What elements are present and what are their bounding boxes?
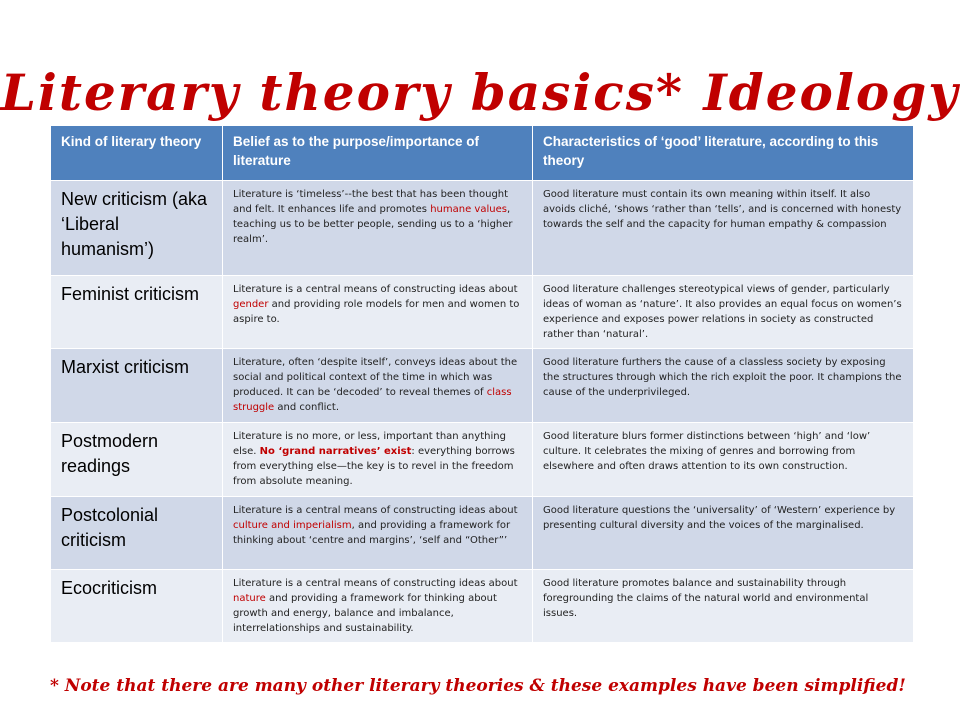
- belief-cell: Literature is a central means of constructing ideas about culture and imperialism, and providing a framework for thinking about ‘centre and margins’, ‘self and “Other”’: [223, 497, 533, 570]
- theory-name: New criticism (aka ‘Liberal humanism’): [51, 181, 223, 276]
- table-row: [51, 276, 914, 349]
- good-literature-cell: Good literature must contain its own meaning within itself. It also avoids cliché, ‘shows ‘rather than ‘tells’, and is concerned with honesty towards the self and the capacity for human empathy & compassion: [533, 181, 914, 276]
- highlight-term: humane values: [430, 204, 507, 215]
- theory-name: Marxist criticism: [51, 349, 223, 423]
- theory-table: [50, 125, 914, 643]
- theory-name: Ecocriticism: [51, 570, 223, 643]
- table-row: [51, 423, 914, 497]
- belief-cell: Literature is no more, or less, important than anything else. No ‘grand narratives’ exist: everything borrows from everything else—the key is to revel in the freedom from absolute meaning.: [223, 423, 533, 497]
- table-row: [51, 570, 914, 643]
- theory-name: Feminist criticism: [51, 276, 223, 349]
- table-row: [51, 497, 914, 570]
- theory-name: Postmodern readings: [51, 423, 223, 497]
- good-literature-cell: Good literature furthers the cause of a classless society by exposing the structures through which the rich exploit the poor. It champions the cause of the underprivileged.: [533, 349, 914, 423]
- header-characteristics: Characteristics of ‘good’ literature, according to this theory: [533, 126, 914, 181]
- table-header-row: [51, 126, 914, 181]
- belief-cell: Literature is a central means of constructing ideas about gender and providing role models for men and women to aspire to.: [223, 276, 533, 349]
- highlight-term: No ‘grand narratives’ exist: [259, 446, 412, 457]
- highlight-term: culture and imperialism: [233, 520, 352, 531]
- highlight-term: class struggle: [233, 387, 512, 413]
- footnote: * Note that there are many other literary theories & these examples have been simplified!: [50, 676, 906, 696]
- theory-name: Postcolonial criticism: [51, 497, 223, 570]
- good-literature-cell: Good literature blurs former distinctions between ‘high’ and ‘low’ culture. It celebrates the mixing of genres and borrowing from elsewhere and often draws attention to its own construction.: [533, 423, 914, 497]
- highlight-term: gender: [233, 299, 269, 310]
- good-literature-cell: Good literature questions the ‘universality’ of ‘Western’ experience by presenting cultural diversity and the voices of the marginalised.: [533, 497, 914, 570]
- header-belief: Belief as to the purpose/importance of literature: [223, 126, 533, 181]
- good-literature-cell: Good literature challenges stereotypical views of gender, particularly ideas of woman as ‘nature’. It also provides an equal focus on women’s experience and exposes power relations in society as constructed rather than ‘natural’.: [533, 276, 914, 349]
- header-kind-of-theory: Kind of literary theory: [51, 126, 223, 181]
- table-row: [51, 181, 914, 276]
- belief-cell: Literature, often ‘despite itself’, conveys ideas about the social and political context of the time in which was produced. It can be ‘decoded’ to reveal themes of class struggle and conflict.: [223, 349, 533, 423]
- slide-title: Literary theory basics* Ideology: [0, 63, 960, 122]
- table-row: [51, 349, 914, 423]
- highlight-term: nature: [233, 593, 266, 604]
- belief-cell: Literature is a central means of constructing ideas about nature and providing a framework for thinking about growth and energy, balance and imbalance, interrelationships and sustainability.: [223, 570, 533, 643]
- belief-cell: Literature is ‘timeless’--the best that has been thought and felt. It enhances life and promotes humane values, teaching us to be better people, sending us to a ‘higher realm’.: [223, 181, 533, 276]
- good-literature-cell: Good literature promotes balance and sustainability through foregrounding the claims of the natural world and environmental issues.: [533, 570, 914, 643]
